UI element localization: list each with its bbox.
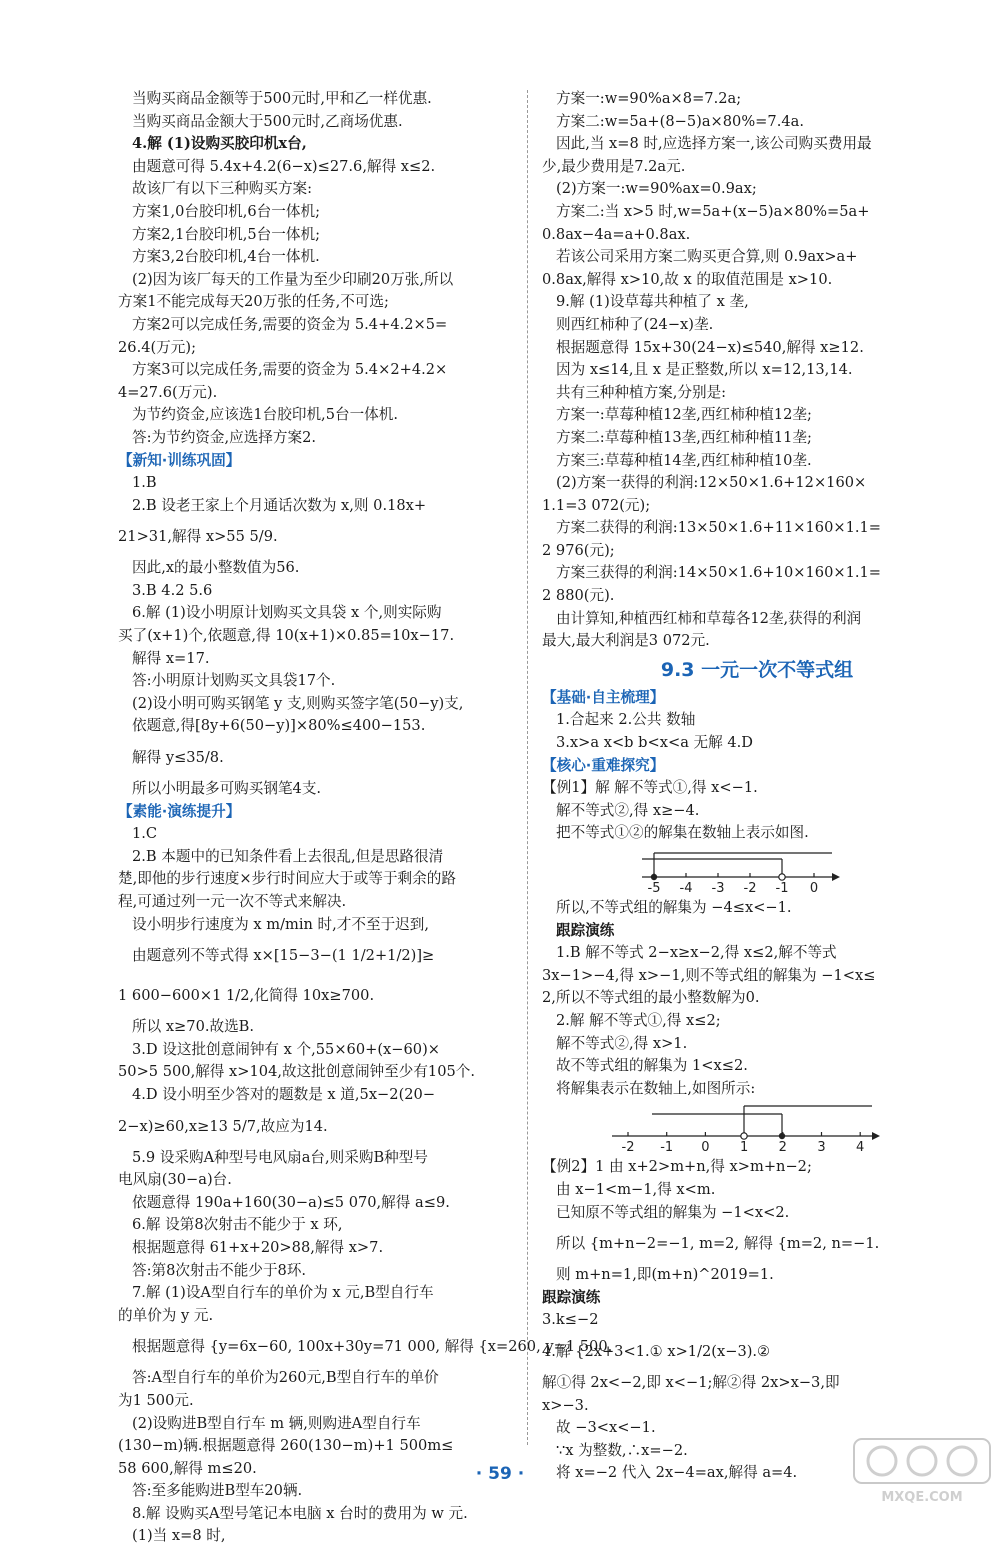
text-line: 共有三种种植方案,分别是: xyxy=(556,383,727,401)
text-line: 答:小明原计划购买文具袋17个. xyxy=(132,672,336,690)
text-line: 方案一:草莓种植12垄,西红柿种植12垄; xyxy=(556,406,812,424)
text-line: 1.合起来 2.公共 数轴 xyxy=(556,711,696,729)
text-line: (2)因为该厂每天的工作量为至少印刷20万张,所以 xyxy=(132,270,454,288)
text-line: 所以小明最多可购买钢笔4支. xyxy=(132,780,322,798)
text-line: 2.解 解不等式①,得 x≤2; xyxy=(556,1011,721,1029)
tick-label: 1 xyxy=(739,1140,749,1156)
text-line: 方案3,2台胶印机,4台一体机. xyxy=(132,248,320,266)
text-line: 解不等式②,得 x>1. xyxy=(556,1034,688,1052)
text-line: 1.B xyxy=(132,474,157,492)
text-line: 方案二获得的利润:13×50×1.6+11×160×1.1= xyxy=(556,519,882,537)
text-line: 为节约资金,应该选1台胶印机,5台一体机. xyxy=(132,406,398,424)
text-line: 6.解 (1)设小明原计划购买文具袋 x 个,则实际购 xyxy=(132,604,442,622)
text-line: 方案1,0台胶印机,6台一体机; xyxy=(132,202,320,220)
text-line: 方案1不能完成每天20万张的任务,不可选; xyxy=(118,293,389,311)
text-line: 根据题意得 61+x+20>88,解得 x>7. xyxy=(132,1238,384,1256)
text-line: 当购买商品金额大于500元时,乙商场优惠. xyxy=(132,112,403,130)
text-line: 故 −3<x<−1. xyxy=(556,1419,656,1437)
svg-text:MXQE.COM: MXQE.COM xyxy=(881,1490,963,1505)
text-line: 方案3可以完成任务,需要的资金为 5.4×2+4.2× xyxy=(132,361,448,379)
text-line: 所以,不等式组的解集为 −4≤x<−1. xyxy=(556,899,792,916)
tick-label: 4 xyxy=(856,1140,865,1156)
text-line: 3.k≤−2 xyxy=(542,1311,599,1329)
text-line: 的单价为 y 元. xyxy=(118,1306,214,1324)
section-heading: 【核心·重难探究】 xyxy=(542,756,665,774)
section-heading: 【新知·训练巩固】 xyxy=(118,451,241,469)
text-line: 3.D 设这批创意闹钟有 x 个,55×60+(x−60)× xyxy=(132,1040,440,1058)
text-line: 解①得 2x<−2,即 x<−1;解②得 2x>x−3,即 xyxy=(542,1373,840,1391)
text-line: 0.8ax,解得 x>10,故 x 的取值范围是 x>10. xyxy=(542,270,833,288)
text-line: 依题意,得[8y+6(50−y)]×80%≤400−153. xyxy=(132,717,426,735)
text-line: 少,最少费用是7.2a元. xyxy=(542,157,686,175)
text-line: 答:为节约资金,应选择方案2. xyxy=(132,428,317,446)
watermark-logo xyxy=(852,1435,992,1507)
text-line: 方案二:当 x>5 时,w=5a+(x−5)a×80%=5a+ xyxy=(556,202,870,220)
tick-label: -2 xyxy=(743,881,757,896)
text-line: 解得 x=17. xyxy=(132,649,210,667)
text-line: (2)方案一:w=90%ax=0.9ax; xyxy=(556,180,757,198)
tick-label: -5 xyxy=(647,881,661,896)
text-line: 当购买商品金额等于500元时,甲和乙一样优惠. xyxy=(132,90,432,107)
page-number: · 59 · xyxy=(475,1464,525,1484)
text-line: 方案二:w=5a+(8−5)a×80%=7.4a. xyxy=(556,112,804,130)
text-line: (1)当 x=8 时, xyxy=(132,1527,226,1545)
section-heading: 【基础·自主梳理】 xyxy=(542,688,665,706)
text-line: 设小明步行速度为 x m/min 时,才不至于迟到, xyxy=(132,915,429,933)
text-line: 5.9 设采购A种型号电风扇a台,则采购B种型号 xyxy=(132,1148,428,1166)
text-line: 答:至多能购进B型车20辆. xyxy=(132,1482,303,1500)
text-line: 则西红柿种了(24−x)垄. xyxy=(556,315,714,333)
text-line: 2−x)≥60,x≥13 5/7,故应为14. xyxy=(118,1117,328,1135)
text-line: 由 x−1<m−1,得 x<m. xyxy=(556,1180,716,1198)
text-line: 方案三获得的利润:14×50×1.6+10×160×1.1= xyxy=(556,564,882,582)
text-line: (2)设小明可购买钢笔 y 支,则购买签字笔(50−y)支, xyxy=(132,694,464,712)
text-line: 答:A型自行车的单价为260元,B型自行车的单价 xyxy=(132,1369,439,1387)
text-line: 由题意列不等式得 x×[15−3−(1 1/2+1/2)]≥ xyxy=(132,947,435,965)
text-line: 因此,当 x=8 时,应选择方案一,该公司购买费用最 xyxy=(556,135,872,153)
text-line: 楚,即他的步行速度×步行时间应大于或等于剩余的路 xyxy=(118,870,456,888)
text-line: 由题意可得 5.4x+4.2(6−x)≤27.6,解得 x≤2. xyxy=(132,157,436,175)
tick-label: -1 xyxy=(775,881,789,896)
text-line: 方案三:草莓种植14垄,西红柿种植10垄. xyxy=(556,451,812,469)
number-line-figure-1 xyxy=(542,845,972,897)
tick-label: 2 xyxy=(778,1140,787,1156)
text-line: 6.解 设第8次射击不能少于 x 环, xyxy=(132,1216,343,1234)
number-line-figure-2 xyxy=(542,1100,972,1156)
tick-label: 0 xyxy=(809,881,819,896)
tick-label: -4 xyxy=(679,881,693,896)
text-line: 3.B 4.2 5.6 xyxy=(132,581,213,599)
text-line: 1.1=3 072(元); xyxy=(542,496,651,514)
text-line: 2 880(元). xyxy=(542,587,615,605)
text-line: 3.x>a x<b b<x<a 无解 4.D xyxy=(556,734,753,752)
text-line: 0.8ax−4a=a+0.8ax. xyxy=(542,225,691,243)
text-line: 已知原不等式组的解集为 −1<x<2. xyxy=(556,1203,790,1221)
text-line: 方案二:草莓种植13垄,西红柿种植11垄; xyxy=(556,428,812,446)
text-line: 2,所以不等式组的最小整数解为0. xyxy=(542,989,760,1007)
text-line: 因为 x≤14,且 x 是正整数,所以 x=12,13,14. xyxy=(556,361,853,379)
text-line: 4=27.6(万元). xyxy=(118,383,218,401)
tick-label: 0 xyxy=(701,1140,710,1156)
text-line: 1.B 解不等式 2−x≥x−2,得 x≤2,解不等式 xyxy=(556,944,837,962)
section-title: 9.3 一元一次不等式组 xyxy=(660,658,854,681)
text-line: 把不等式①②的解集在数轴上表示如图. xyxy=(556,824,809,842)
text-line: 21>31,解得 x>55 5/9. xyxy=(118,528,278,546)
text-line: 电风扇(30−a)台. xyxy=(118,1171,232,1189)
text-line: 若该公司采用方案二购买更合算,则 0.9ax>a+ xyxy=(556,248,858,266)
text-line: 2.B 本题中的已知条件看上去很乱,但是思路很清 xyxy=(132,847,444,865)
text-line: 9.解 (1)设草莓共种植了 x 垄, xyxy=(556,293,749,311)
text-line: 最大,最大利润是3 072元. xyxy=(542,632,710,650)
text-line: 7.解 (1)设A型自行车的单价为 x 元,B型自行车 xyxy=(132,1284,434,1302)
text-line: 所以 {m+n−2=−1, m=2, 解得 {m=2, n=−1. xyxy=(556,1235,880,1253)
follow-up-heading: 跟踪演练 xyxy=(542,1288,601,1306)
follow-up-heading: 跟踪演练 xyxy=(556,921,615,939)
text-line: 【例2】1 由 x+2>m+n,得 x>m+n−2; xyxy=(542,1158,812,1176)
text-line: 2 976(元); xyxy=(542,541,615,559)
text-line: 1.C xyxy=(132,825,158,843)
text-line: 将解集表示在数轴上,如图所示: xyxy=(556,1079,756,1097)
text-line: 依题意得 190a+160(30−a)≤5 070,解得 a≤9. xyxy=(132,1193,450,1211)
text-line: 由计算知,种植西红柿和草莓各12垄,获得的利润 xyxy=(556,609,862,627)
text-line: 买了(x+1)个,依题意,得 10(x+1)×0.85=10x−17. xyxy=(118,627,455,645)
text-line: 解不等式②,得 x≥−4. xyxy=(556,801,700,819)
text-line: 方案一:w=90%a×8=7.2a; xyxy=(556,90,742,107)
text-line: 4.解 {2x+3<1.① x>1/2(x−3).② xyxy=(542,1342,771,1360)
text-line: 58 600,解得 m≤20. xyxy=(118,1459,257,1477)
text-line: 根据题意得 {y=6x−60, 100x+30y=71 000, 解得 {x=260, y=1 500. xyxy=(132,1338,613,1356)
section-heading: 【素能·演练提升】 xyxy=(118,802,241,820)
text-line: 则 m+n=1,即(m+n)^2019=1. xyxy=(556,1266,774,1284)
text-line: (2)设购进B型自行车 m 辆,则购进A型自行车 xyxy=(132,1414,421,1432)
column-divider xyxy=(527,90,528,1445)
text-line: 程,可通过列一元一次不等式来解决. xyxy=(118,893,347,910)
text-line: ∵x 为整数,∴x=−2. xyxy=(556,1441,688,1459)
tick-label: 3 xyxy=(817,1140,826,1156)
text-line: 解得 y≤35/8. xyxy=(132,749,224,767)
text-line: 50>5 500,解得 x>104,故这批创意闹钟至少有105个. xyxy=(118,1063,476,1081)
text-line: 1 600−600×1 1/2,化简得 10x≥700. xyxy=(118,987,375,1005)
tick-label: -3 xyxy=(711,881,725,896)
text-line: 将 x=−2 代入 2x−4=ax,解得 a=4. xyxy=(556,1464,798,1482)
text-line: 为1 500元. xyxy=(118,1391,194,1409)
text-line: 26.4(万元); xyxy=(118,338,196,356)
text-line: 8.解 设购买A型号笔记本电脑 x 台时的费用为 w 元. xyxy=(132,1504,468,1522)
text-line: (130−m)辆.根据题意得 260(130−m)+1 500m≤ xyxy=(118,1437,454,1455)
text-line: 因此,x的最小整数值为56. xyxy=(132,559,300,577)
text-line: 【例1】解 解不等式①,得 x<−1. xyxy=(542,779,758,797)
tick-label: -1 xyxy=(660,1140,674,1156)
text-line: (2)方案一获得的利润:12×50×1.6+12×160× xyxy=(556,474,867,492)
text-line: 故不等式组的解集为 1<x≤2. xyxy=(556,1057,748,1075)
tick-label: -2 xyxy=(621,1140,635,1156)
text-line: 方案2,1台胶印机,5台一体机; xyxy=(132,225,320,243)
text-line: 方案2可以完成任务,需要的资金为 5.4+4.2×5= xyxy=(132,315,448,333)
text-line: 根据题意得 15x+30(24−x)≤540,解得 x≥12. xyxy=(556,338,864,356)
text-line: 故该厂有以下三种购买方案: xyxy=(132,180,313,198)
text-line: 答:第8次射击不能少于8环. xyxy=(132,1261,307,1279)
text-line: x>−3. xyxy=(542,1396,589,1414)
text-line: 3x−1>−4,得 x>−1,则不等式组的解集为 −1<x≤ xyxy=(542,966,876,984)
text-line: 所以 x≥70.故选B. xyxy=(132,1018,255,1036)
right-column xyxy=(542,88,972,1485)
text-line: 4.D 设小明至少答对的题数是 x 道,5x−2(20− xyxy=(132,1085,436,1103)
question-4: 4.解 (1)设购买胶印机x台, xyxy=(132,135,307,153)
text-line: 2.B 设老王家上个月通话次数为 x,则 0.18x+ xyxy=(132,496,427,514)
